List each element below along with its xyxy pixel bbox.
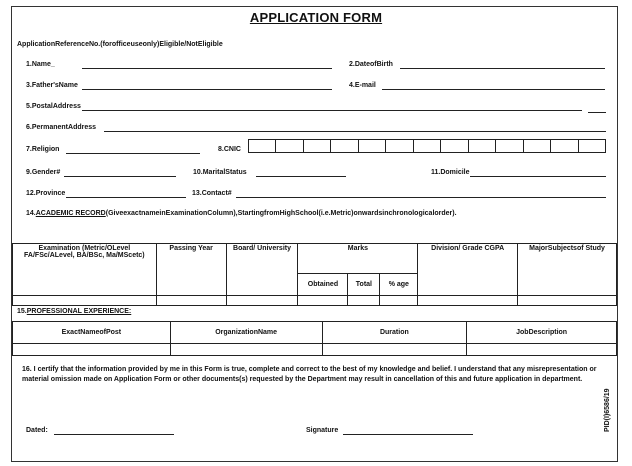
postal-address-field[interactable] <box>82 110 582 111</box>
board-university-header: Board/ University <box>226 244 298 296</box>
dob-field[interactable] <box>400 68 605 69</box>
dob-label: 2.DateofBirth <box>349 61 393 68</box>
domicile-label: 11.Domicile <box>431 169 470 176</box>
dated-label: Dated: <box>26 427 48 434</box>
percentage-header: % age <box>380 274 418 296</box>
exam-column-header: Examination (Metric/OLevel FA/FSc/ALevel, BA/BSc, Ma/MScetc) <box>13 244 157 296</box>
duration-header: Duration <box>322 322 467 344</box>
gender-label: 9.Gender# <box>26 169 61 176</box>
academic-record-table <box>12 243 617 306</box>
declaration-text: 16. I certify that the information provided by me in this Form is true, complete and correct to the best of my knowledge and belief. I understand that any misrepresentation or material omission made on Application Form or other documents(s) requested by the Department may result in cancellation of this and future application in department. <box>22 366 597 383</box>
professional-experience-heading: 15.PROFESSIONAL EXPERIENCE: <box>17 308 132 315</box>
marital-status-label: 10.MaritalStatus <box>193 169 247 176</box>
document-code: PID(I)6586/19 <box>604 388 611 432</box>
contact-label: 13.Contact# <box>192 190 232 197</box>
contact-field[interactable] <box>236 197 606 198</box>
obtained-header: Obtained <box>298 274 348 296</box>
gender-field[interactable] <box>64 176 176 177</box>
marks-header: Marks <box>298 244 418 274</box>
post-name-header: ExactNameofPost <box>13 322 171 344</box>
permanent-address-field[interactable] <box>104 131 606 132</box>
passing-year-header: Passing Year <box>156 244 226 296</box>
province-field[interactable] <box>66 197 186 198</box>
father-name-label: 3.Father'sName <box>26 82 78 89</box>
organization-name-header: OrganizationName <box>170 322 322 344</box>
postal-address-label: 5.PostalAddress <box>26 103 81 110</box>
email-field[interactable] <box>382 89 605 90</box>
cnic-boxes[interactable] <box>248 139 606 153</box>
total-header: Total <box>348 274 380 296</box>
father-name-field[interactable] <box>82 89 332 90</box>
name-label: 1.Name_ <box>26 61 55 68</box>
academic-record-heading: 14.ACADEMIC RECORD(GiveexactnameinExaminationColumn),StartingfromHighSchool(i.e.Metric)onwardsinchronologicalorder). <box>26 210 457 217</box>
email-label: 4.E-mail <box>349 82 376 89</box>
marital-status-field[interactable] <box>256 176 346 177</box>
name-field[interactable] <box>82 68 332 69</box>
religion-field[interactable] <box>66 153 200 154</box>
cnic-label: 8.CNIC <box>218 146 241 153</box>
postal-address-field-extra <box>588 112 606 113</box>
dated-field[interactable] <box>54 434 174 435</box>
form-border <box>11 6 618 462</box>
job-description-header: JobDescription <box>467 322 617 344</box>
permanent-address-label: 6.PermanentAddress <box>26 124 97 131</box>
signature-label: Signature <box>306 427 339 434</box>
form-title: APPLICATION FORM <box>249 10 383 25</box>
religion-label: 7.Religion <box>26 146 60 153</box>
major-subjects-header: MajorSubjectsof Study <box>518 244 617 296</box>
table-row[interactable] <box>13 296 617 306</box>
professional-experience-table <box>12 321 617 356</box>
domicile-field[interactable] <box>470 176 606 177</box>
reference-number-line: ApplicationReferenceNo.(forofficeuseonly)Eligible/NotEligible <box>17 41 223 48</box>
table-row[interactable] <box>13 344 617 356</box>
division-grade-header: Division/ Grade CGPA <box>418 244 518 296</box>
province-label: 12.Province <box>26 190 66 197</box>
signature-field[interactable] <box>343 434 473 435</box>
